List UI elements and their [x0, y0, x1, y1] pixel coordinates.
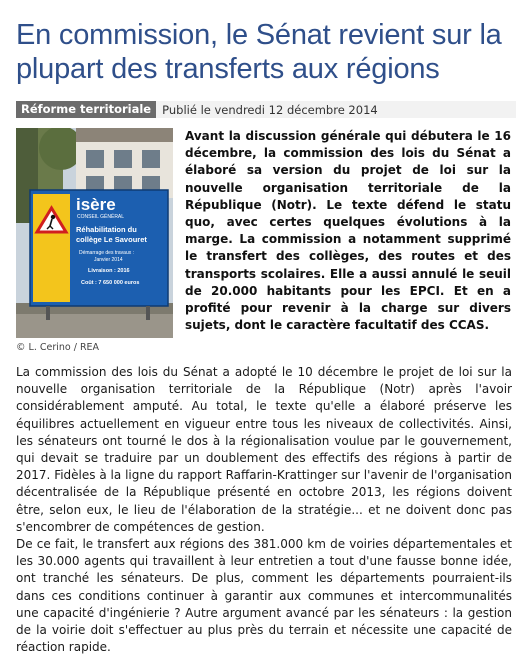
article-photo: [16, 128, 173, 338]
article-meta-bar: [16, 101, 516, 118]
sign-heading-line1: Réhabilitation du: [76, 225, 137, 234]
publication-date: Publié le vendredi 12 décembre 2014: [162, 102, 378, 117]
body-paragraph: De ce fait, le transfert aux régions des 381.000 km de voiries départementales et les 30.000 agents qui travaillent à leur entretien a tout d'une fausse bonne idée, ont tranché les sénateurs. De plus, comment les départements pourraient-ils dans ces conditions continuer à garantir aux communes et intercommunalités une capacité d'ingénierie ? Autre argument avancé par les sénateurs : la gestion de la voirie doit s'effectuer au plus près du terrain et nécessite une capacité de réaction rapide.: [16, 537, 512, 655]
category-tag[interactable]: Réforme territoriale: [16, 101, 156, 118]
sign-brand: isère: [76, 195, 116, 214]
sign-cost: Coût : 7 650 000 euros: [81, 280, 140, 286]
article-body: [16, 364, 512, 656]
sign-heading-line2: collège Le Savouret: [76, 235, 147, 244]
article-lead: Avant la discussion générale qui débutera le 16 décembre, la commission des lois du Sénat a élaboré sa version du projet de loi sur la nouvelle organisation territoriale de la République (Notr). Le texte défend le statu quo, avec certes quelques évolutions à la marge. La commission a notamment supprimé le transfert des collèges, des routes et des transports scolaires. Elle a aussi annulé le seuil de 20.000 habitants pour les EPCI. Et en a profité pour revenir à la charge sur divers sujets, dont le caractère facultatif des CCAS.: [185, 129, 511, 333]
sign-subtitle: CONSEIL GÉNÉRAL: [77, 214, 125, 220]
sign-detail2: Janvier 2014: [94, 257, 123, 263]
body-paragraph: La commission des lois du Sénat a adopté le 10 décembre le projet de loi sur la nouvelle organisation territoriale de la République (Notr) après l'avoir considérablement amputé. Au total, le texte qu'elle a élaboré préserve les équilibres actuellement en vigueur entre tous les niveaux de collectivités. Ainsi, les sénateurs ont tourné le dos à la régionalisation voulue par le gouvernement, qui devait se traduire par un doublement des effectifs des régions à partir de 2017. Fidèles à la ligne du rapport Raffarin-Krattinger sur l'avenir de l'organisation décentralisée de la République présenté en octobre 2013, les régions doivent être, selon eux, le lieu de l'élaboration de la stratégie... et ne doivent donc pas s'encombrer de compétences de gestion.: [16, 365, 512, 534]
article-title: En commission, le Sénat revient sur la plupart des transferts aux régions: [16, 19, 502, 85]
photo-credit: © L. Cerino / REA: [16, 342, 100, 353]
construction-sign-photo: [16, 128, 173, 338]
sign-detail1: Démarrage des travaux :: [79, 250, 135, 256]
sign-delivery: Livraison : 2016: [88, 268, 130, 274]
